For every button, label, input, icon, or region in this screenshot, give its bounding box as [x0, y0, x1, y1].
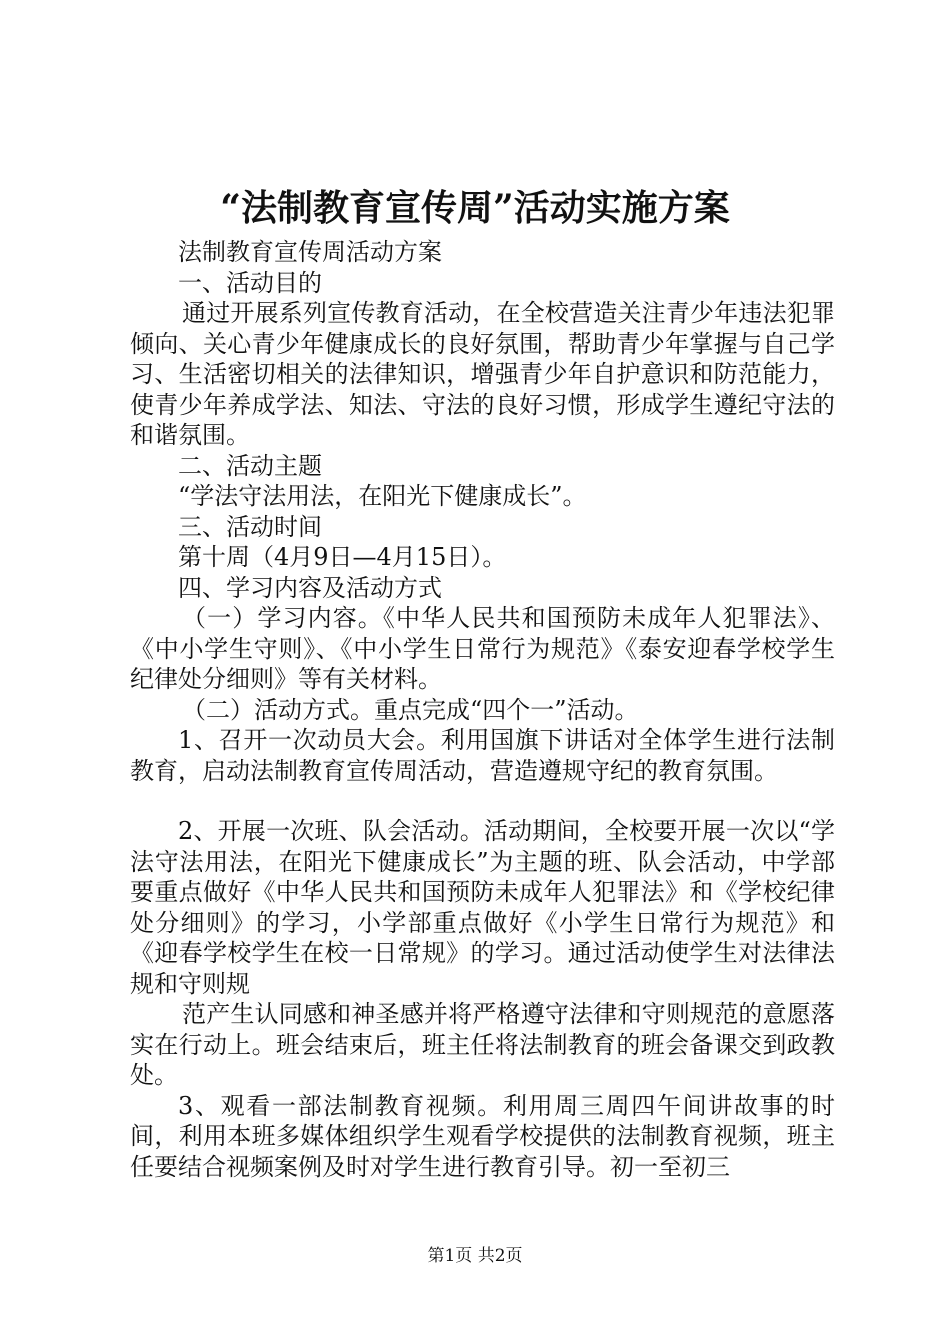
heading-theme: 二、活动主题 [178, 451, 322, 480]
heading-content: 四、学习内容及活动方式 [178, 573, 442, 602]
paragraph-item-2-continued: 范产生认同感和神圣感并将严格遵守法律和守则规范的意愿落实在行动上。班会结束后，班主任将法制教育的班会备课交到政教处。 [130, 1000, 835, 1089]
paragraph-theme: “学法守法用法，在阳光下健康成长”。 [178, 482, 587, 510]
paragraph-item-2: 2、开展一次班、队会活动。活动期间，全校要开展一次以“学法守法用法，在阳光下健康成长”为主题的班、队会活动，中学部要重点做好《中华人民共和国预防未成年人犯罪法》和《学校纪律处分细则》的学习，小学部重点做好《小学生日常行为规范》和《迎春学校学生在校一日常规》的学习。通过活动使学生对法律法规和守则规 [130, 817, 835, 998]
document-body [130, 237, 835, 1182]
paragraph-study-content: （一）学习内容。《中华人民共和国预防未成年人犯罪法》、《中小学生守则》、《中小学生日常行为规范》《泰安迎春学校学生纪律处分细则》等有关材料。 [130, 604, 835, 693]
heading-purpose: 一、活动目的 [178, 268, 322, 297]
paragraph-item-3: 3、观看一部法制教育视频。利用周三周四午间讲故事的时间，利用本班多媒体组织学生观看学校提供的法制教育视频，班主任要结合视频案例及时对学生进行教育引导。初一至初三 [130, 1091, 835, 1181]
document-title: “法制教育宣传周”活动实施方案 [220, 187, 730, 229]
paragraph-purpose: 通过开展系列宣传教育活动，在全校营造关注青少年违法犯罪倾向、关心青少年健康成长的良好氛围，帮助青少年掌握与自己学习、生活密切相关的法律知识，增强青少年自护意识和防范能力，使青少年养成学法、知法、守法的良好习惯，形成学生遵纪守法的和谐氛围。 [130, 299, 835, 449]
blank-line [130, 786, 835, 816]
page-footer: 第1页 共2页 [427, 1246, 523, 1266]
paragraph-activity-mode: （二）活动方式。重点完成“四个一”活动。 [182, 695, 639, 724]
paragraph-item-1: 1、召开一次动员大会。利用国旗下讲话对全体学生进行法制教育，启动法制教育宣传周活动，营造遵规守纪的教育氛围。 [130, 726, 835, 785]
paragraph-subtitle: 法制教育宣传周活动方案 [178, 238, 442, 266]
heading-time: 三、活动时间 [178, 512, 322, 541]
paragraph-time: 第十周（4月9日—4月15日）。 [178, 543, 507, 571]
